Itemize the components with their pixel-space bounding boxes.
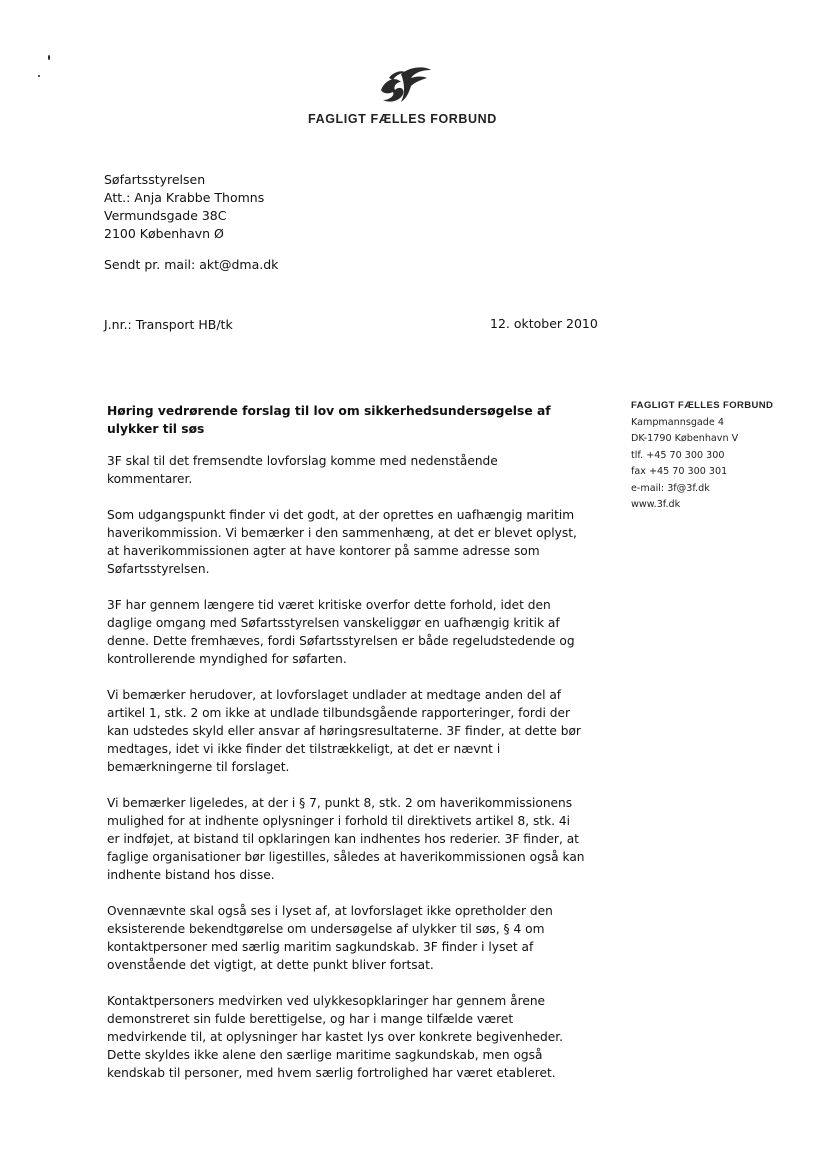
recipient-line: Att.: Anja Krabbe Thomns [104, 190, 265, 205]
body-paragraph [107, 452, 627, 488]
body-line: haverikommission. Vi bemærker i den sammenhæng, at det er blevet oplyst, [107, 526, 577, 540]
sender-contact-block [631, 398, 773, 514]
body-line: Ovennævnte skal også ses i lyset af, at lovforslaget ikke opretholder den [107, 904, 553, 918]
sidebar-phone: tlf. +45 70 300 300 [631, 449, 725, 461]
sidebar-web: www.3f.dk [631, 499, 681, 510]
body-line: er indføjet, at bistand til opklaringen kan indhentes hos rederier. 3F finder, at [107, 832, 579, 846]
sidebar-street: Kampmannsgade 4 [631, 416, 724, 428]
letter-subject [107, 402, 577, 438]
scan-speck [38, 75, 40, 77]
body-line: Dette skyldes ikke alene den særlige maritime sagkundskab, men også [107, 1048, 543, 1062]
recipient-line: 2100 København Ø [104, 226, 224, 241]
recipient-line: Vermundsgade 38C [104, 208, 227, 223]
body-line: at haverikommissionen agter at have kontorer på samme adresse som [107, 544, 540, 558]
body-paragraph [107, 506, 627, 578]
body-line: Som udgangspunkt finder vi det godt, at der oprettes en uafhængig maritim [107, 508, 575, 522]
body-line: artikel 1, stk. 2 om ikke at undlade tilbundsgående rapporteringer, fordi der [107, 706, 570, 720]
letterhead-logo [300, 60, 505, 126]
letter-body [107, 452, 627, 1100]
sidebar-postal: DK-1790 København V [631, 433, 739, 444]
body-paragraph [107, 902, 627, 974]
subject-line: ulykker til søs [107, 422, 205, 436]
body-paragraph [107, 686, 627, 776]
sidebar-email: e-mail: 3f@3f.dk [631, 482, 710, 494]
body-line: denne. Dette fremhæves, fordi Søfartsstyrelsen er både regeludstedende og [107, 634, 575, 648]
body-line: mulighed for at indhente oplysninger i forhold til direktivets artikel 8, stk. 4i [107, 814, 571, 828]
letter-date: 12. oktober 2010 [490, 316, 598, 331]
body-line: Vi bemærker herudover, at lovforslaget undlader at medtage anden del af [107, 688, 562, 702]
body-line: Vi bemærker ligeledes, at der i § 7, punkt 8, stk. 2 om haverikommissionens [107, 796, 573, 810]
sidebar-org-name: FAGLIGT FÆLLES FORBUND [631, 400, 774, 411]
body-line: 3F har gennem længere tid været kritiske overfor dette forhold, idet den [107, 598, 551, 612]
body-line: bemærkningerne til forslaget. [107, 760, 290, 774]
recipient-line: Søfartsstyrelsen [104, 172, 206, 187]
body-line: 3F skal til det fremsendte lovforslag komme med nedenstående [107, 454, 498, 468]
body-line: kan udstedes skyld eller ansvar af høringsresultaterne. 3F finder, at dette bør [107, 724, 581, 738]
body-line: demonstreret sin fulde berettigelse, og har i mange tilfælde været [107, 1012, 514, 1026]
body-line: kendskab til personer, med hvem særlig fortrolighed har været etableret. [107, 1066, 556, 1080]
sent-by-mail: Sendt pr. mail: akt@dma.dk [104, 257, 279, 272]
body-line: ovenstående det vigtigt, at dette punkt bliver fortsat. [107, 958, 434, 972]
body-line: Søfartsstyrelsen. [107, 562, 210, 576]
body-paragraph [107, 596, 627, 668]
body-line: Kontaktpersoners medvirken ved ulykkesopklaringer har gennem årene [107, 994, 546, 1008]
recipient-address [104, 171, 264, 243]
body-line: indhente bistand hos disse. [107, 868, 275, 882]
3f-logo-icon [371, 60, 435, 106]
scan-speck [48, 55, 50, 60]
body-line: eksisterende bekendtgørelse om undersøgelse af ulykker til søs, § 4 om [107, 922, 545, 936]
letterhead-org-name: FAGLIGT FÆLLES FORBUND [308, 112, 497, 126]
body-line: kommentarer. [107, 472, 193, 486]
body-paragraph [107, 794, 627, 884]
body-line: medtages, idet vi ikke finder det tilstrækkeligt, at det er nævnt i [107, 742, 501, 756]
body-line: faglige organisationer bør ligestilles, således at haverikommissionen også kan [107, 850, 585, 864]
body-line: kontrollerende myndighed for søfarten. [107, 652, 347, 666]
body-line: kontaktpersoner med særlig maritim sagkundskab. 3F finder i lyset af [107, 940, 534, 954]
journal-reference: J.nr.: Transport HB/tk [104, 317, 233, 332]
body-line: medvirkende til, at oplysninger har kastet lys over konkrete begivenheder. [107, 1030, 563, 1044]
body-paragraph [107, 992, 627, 1082]
subject-line: Høring vedrørende forslag til lov om sikkerhedsundersøgelse af [107, 404, 551, 418]
body-line: daglige omgang med Søfartsstyrelsen vanskeliggør en uafhængig kritik af [107, 616, 560, 630]
sidebar-fax: fax +45 70 300 301 [631, 466, 728, 477]
